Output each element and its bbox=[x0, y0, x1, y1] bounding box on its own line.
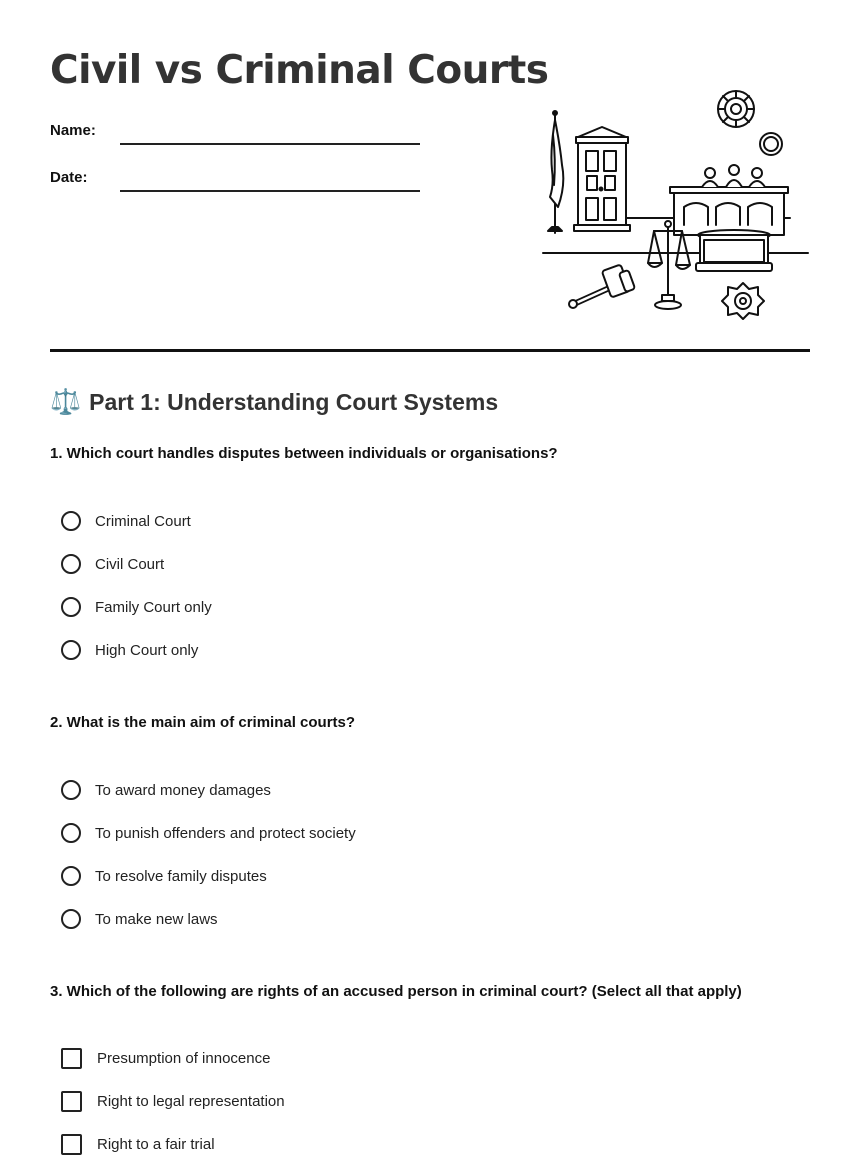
date-field[interactable] bbox=[120, 190, 420, 192]
q1-option[interactable] bbox=[60, 597, 212, 617]
question-3: 3. Which of the following are rights of an accused person in criminal court? (Select all that apply) bbox=[50, 983, 742, 1000]
q3-option[interactable] bbox=[60, 1134, 215, 1155]
question-2: 2. What is the main aim of criminal courts? bbox=[50, 714, 356, 731]
name-field[interactable] bbox=[120, 143, 420, 145]
option-label: To make new laws bbox=[95, 910, 218, 928]
option-label: High Court only bbox=[95, 641, 199, 659]
checkbox[interactable] bbox=[61, 1091, 82, 1112]
option-label: Presumption of innocence bbox=[97, 1050, 271, 1067]
checkbox[interactable] bbox=[61, 1134, 82, 1155]
option-label: Civil Court bbox=[95, 555, 165, 573]
date-label: Date: bbox=[50, 169, 88, 186]
option-label: Right to a fair trial bbox=[97, 1136, 215, 1153]
question-1: 1. Which court handles disputes between individuals or organisations? bbox=[50, 445, 558, 462]
radio-button[interactable] bbox=[61, 511, 81, 531]
name-label: Name: bbox=[50, 122, 96, 139]
q2-option[interactable] bbox=[60, 780, 271, 800]
radio-button[interactable] bbox=[61, 554, 81, 574]
radio-button[interactable] bbox=[61, 866, 81, 886]
option-label: To punish offenders and protect society bbox=[95, 824, 356, 842]
q1-option[interactable] bbox=[60, 511, 191, 531]
header-divider bbox=[50, 349, 810, 352]
section-title bbox=[50, 387, 498, 417]
checkbox[interactable] bbox=[61, 1048, 82, 1069]
q1-option[interactable] bbox=[60, 640, 198, 660]
q2-option[interactable] bbox=[60, 866, 267, 886]
section-title-text: Part 1: Understanding Court Systems bbox=[89, 388, 499, 415]
q2-option[interactable] bbox=[60, 823, 356, 843]
courtroom-illustration-icon bbox=[540, 85, 812, 325]
option-label: Right to legal representation bbox=[97, 1093, 285, 1110]
option-label: To resolve family disputes bbox=[95, 867, 267, 885]
radio-button[interactable] bbox=[61, 909, 81, 929]
radio-button[interactable] bbox=[61, 640, 81, 660]
option-label: Criminal Court bbox=[95, 512, 191, 530]
q1-option[interactable] bbox=[60, 554, 164, 574]
radio-button[interactable] bbox=[61, 780, 81, 800]
option-label: Family Court only bbox=[95, 598, 212, 616]
page-title: Civil vs Criminal Courts bbox=[50, 48, 549, 93]
balance-scale-icon: ⚖️ bbox=[50, 387, 82, 416]
q2-option[interactable] bbox=[60, 909, 218, 929]
option-label: To award money damages bbox=[95, 781, 271, 799]
q3-option[interactable] bbox=[60, 1048, 270, 1069]
radio-button[interactable] bbox=[61, 823, 81, 843]
radio-button[interactable] bbox=[61, 597, 81, 617]
q3-option[interactable] bbox=[60, 1091, 285, 1112]
